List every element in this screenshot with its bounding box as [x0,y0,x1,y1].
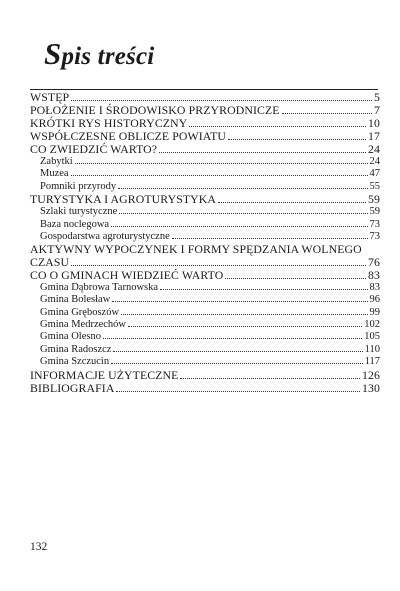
toc-entry-title: Gmina Gręboszów [40,306,120,318]
toc-page-number: 110 [364,343,380,355]
toc-page-number: 126 [362,367,380,382]
toc-subentry[interactable] [30,294,380,306]
toc-entry[interactable] [30,143,380,156]
toc-entry[interactable] [30,243,380,268]
toc-entry-title: TURYSTYKA I AGROTURYSTYKA [30,192,217,207]
dot-leader [121,313,367,315]
dot-leader [75,162,368,164]
toc-page-number: 76 [368,254,380,269]
dot-leader [113,350,362,352]
toc-page-number: 83 [369,281,380,293]
toc-page-number: 117 [364,356,380,368]
toc-entry-line2 [30,256,380,269]
dot-leader [118,187,367,189]
toc-page-number: 55 [369,180,380,192]
title-initial: S [44,36,62,71]
toc-page-number: 83 [368,267,380,282]
toc-subentry[interactable] [30,319,380,331]
toc-entry-title: CO O GMINACH WIEDZIEĆ WARTO [30,267,224,282]
toc-entry-title: CO ZWIEDZIĆ WARTO? [30,142,158,156]
dot-leader [71,174,368,176]
table-of-contents [30,91,380,395]
toc-entry-title: Pomniki przyrody [40,180,117,192]
page-number: 132 [30,541,48,553]
dot-leader [116,390,360,392]
toc-entry-title: WSPÓŁCZESNE OBLICZE POWIATU [30,129,227,143]
toc-entry-title: AKTYWNY WYPOCZYNEK I FORMY SPĘDZANIA WOLNEGO [30,242,362,257]
toc-subentry[interactable] [30,219,380,231]
toc-page-number: 73 [369,218,380,230]
toc-page-number: 24 [368,142,380,156]
dot-leader [228,138,366,140]
toc-page-number: 102 [364,318,380,330]
toc-entry-title: Gmina Dąbrowa Tarnowska [40,281,159,293]
toc-page-number: 17 [368,129,380,143]
toc-subentry[interactable] [30,156,380,168]
toc-page-number: 59 [368,192,380,207]
toc-entry-title: INFORMACJE UŻYTECZNE [30,367,179,382]
toc-entry-title: BIBLIOGRAFIA [30,380,115,395]
toc-subentry[interactable] [30,356,380,368]
toc-page-number: 10 [368,116,380,130]
toc-page-number: 59 [369,206,380,218]
toc-entry-title: POŁOŻENIE I ŚRODOWISKO PRZYRODNICZE [30,103,280,117]
toc-entry-title: Gmina Szczucin [40,356,110,368]
toc-subentry[interactable] [30,206,380,218]
dot-leader [111,362,363,364]
dot-leader [103,337,362,339]
toc-subentry[interactable] [30,168,380,180]
dot-leader [128,325,362,327]
dot-leader [112,300,367,302]
toc-page-number: 105 [364,331,380,343]
dot-leader [160,288,367,290]
dot-leader [180,377,360,379]
toc-subentry[interactable] [30,307,380,319]
toc-page-number: 47 [369,168,380,180]
toc-page-number: 24 [369,156,380,167]
toc-entry-title: KRÓTKI RYS HISTORYCZNY [30,116,188,130]
toc-page-number: 130 [362,380,380,395]
toc-entry[interactable] [30,269,380,282]
dot-leader [119,212,367,214]
toc-entry[interactable] [30,382,380,395]
toc-subentry[interactable] [30,282,380,294]
toc-page-number: 96 [369,294,380,306]
toc-entry-title: Szlaki turystyczne [40,206,118,218]
dot-leader [111,225,367,227]
dot-leader [159,151,366,153]
toc-entry-title: Gmina Bolesław [40,294,111,306]
toc-entry-title: Gmina Olesno [40,331,101,343]
toc-entry-title: WSTĘP [30,90,70,104]
dot-leader [189,125,366,127]
title-rest: pis treści [61,43,155,70]
toc-entry[interactable] [30,193,380,206]
dot-leader [218,201,366,203]
toc-page-number: 99 [369,306,380,318]
page-title [44,36,154,72]
dot-leader [71,264,366,266]
toc-entry-title: Gmina Medrzechów [40,318,127,330]
toc-entry[interactable] [30,369,380,382]
toc-page-number: 5 [374,90,380,104]
toc-entry-title: Baza noclegowa [40,218,110,230]
toc-divider [30,89,378,90]
toc-subentry[interactable] [30,344,380,356]
toc-entry-title: Zabytki [40,156,73,167]
toc-entry-title-continued: CZASU [30,254,70,269]
dot-leader [71,99,372,101]
toc-page-number: 7 [374,103,380,117]
toc-subentry[interactable] [30,331,380,343]
dot-leader [282,112,372,114]
toc-page-number: 73 [369,231,380,243]
toc-entry-title: Muzea [40,168,69,180]
toc-entry-title: Gospodarstwa agroturystyczne [40,231,170,243]
dot-leader [225,277,366,279]
dot-leader [172,237,368,239]
toc-entry-title: Gmina Radoszcz [40,343,112,355]
